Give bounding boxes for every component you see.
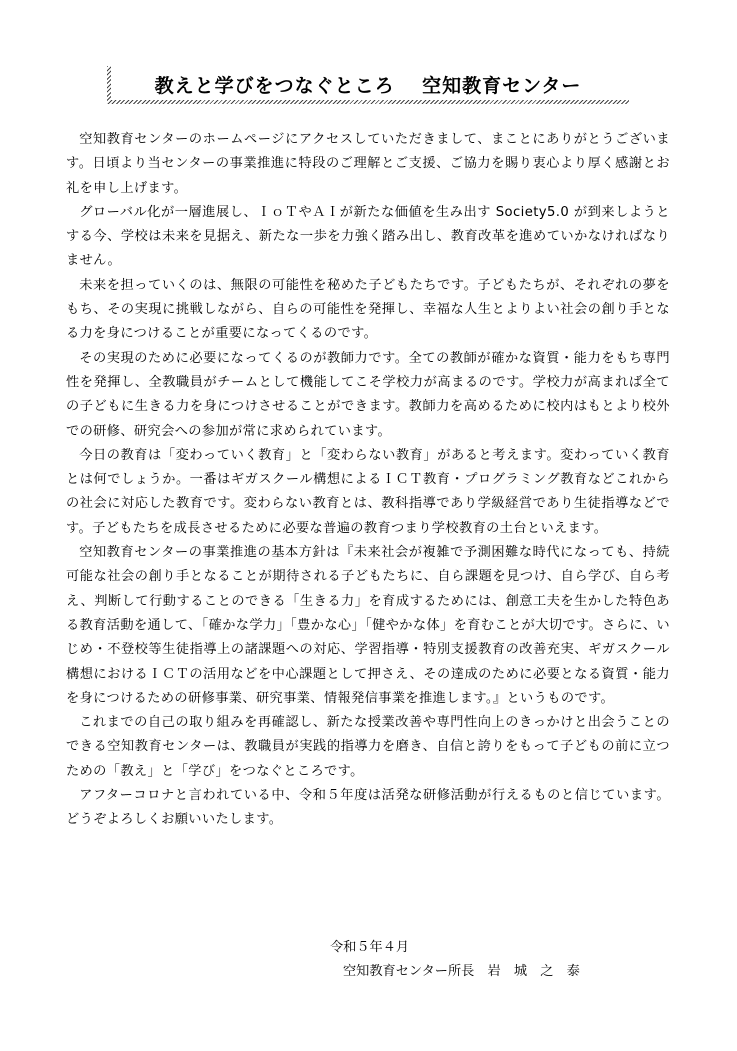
paragraph-society5: グローバル化が一層進展し、ＩｏＴやＡＩが新たな価値を生み出す Society5.0 が到来しようとする今、学校は未来を見据え、新たな一歩を力強く踏み出し、教育改革を進めていかなければなりません。 <box>66 204 670 269</box>
message-body <box>66 128 670 833</box>
paragraph-greeting: 空知教育センターのホームページにアクセスしていただきまして、まことにありがとうございます。日頃より当センターの事業推進に特段のご理解とご支援、ご協力を賜り衷心より厚く感謝とお礼を申し上げます。 <box>66 132 670 196</box>
paragraph-after-corona: アフターコロナと言われている中、令和５年度は活発な研修活動が行えるものと信じています。どうぞよろしくお願いいたします。 <box>66 788 670 828</box>
header-underline <box>107 100 629 104</box>
paragraph-education-today: 今日の教育は「変わっていく教育」と「変わらない教育」があると考えます。変わっていく教育とは何でしょうか。一番はギガスクール構想によるＩＣＴ教育・プログラミング教育などこれからの社会に対応した教育です。変わらない教育とは、教科指導であり学級経営であり生徒指導などです。子どもたちを成長させるために必要な普遍の教育つまり学校教育の土台といえます。 <box>66 447 670 536</box>
page-title: 教えと学びをつなぐところ 空知教育センター <box>154 75 582 97</box>
closing-date: 令和５年４月 <box>330 940 410 955</box>
paragraph-teacher-power: その実現のために必要になってくるのが教師力です。全ての教師が確かな資質・能力をもち専門性を発揮し、全教職員がチームとして機能してこそ学校力が高まるのです。学校力が高まれば全ての子どもに生きる力を身につけさせることができます。教師力を高めるために校内はもとより校外での研修、研究会への参加が常に求められています。 <box>66 350 670 439</box>
paragraph-basic-policy: 空知教育センターの事業推進の基本方針は『未来社会が複雑で予測困難な時代になっても、持続可能な社会の創り手となることが期待される子どもたちに、自ら課題を見つけ、自ら学び、自ら考え、判断して行動することのできる「生きる力」を育成するためには、創意工夫を生かした特色ある教育活動を通して、「確かな学力」「豊かな心」「健やかな体」を育むことが大切です。さらに、いじめ・不登校等生徒指導上の諸課題への対応、学習指導・特別支援教育の改善充実、ギガスクール構想におけるＩＣＴの活用などを中心課題として押さえ、その達成のために必要となる資質・能力を身につけるための研修事業、研究事業、情報発信事業を推進します。』というものです。 <box>66 545 670 706</box>
page-header <box>107 60 629 106</box>
paragraph-children: 未来を担っていくのは、無限の可能性を秘めた子どもたちです。子どもたちが、それぞれの夢をもち、その実現に挑戦しながら、自らの可能性を発揮し、幸福な人生とよりよい社会の創り手となる力を身につけることが重要になってくるのです。 <box>66 277 670 342</box>
paragraph-center-role: これまでの自己の取り組みを再確認し、新たな授業改善や専門性向上のきっかけと出会うことのできる空知教育センターは、教職員が実践的指導力を磨き、自信と誇りをもって子どもの前に立つための「教え」と「学び」をつなぐところです。 <box>66 715 670 779</box>
signature: 空知教育センター所長 岩 城 之 泰 <box>343 964 580 979</box>
